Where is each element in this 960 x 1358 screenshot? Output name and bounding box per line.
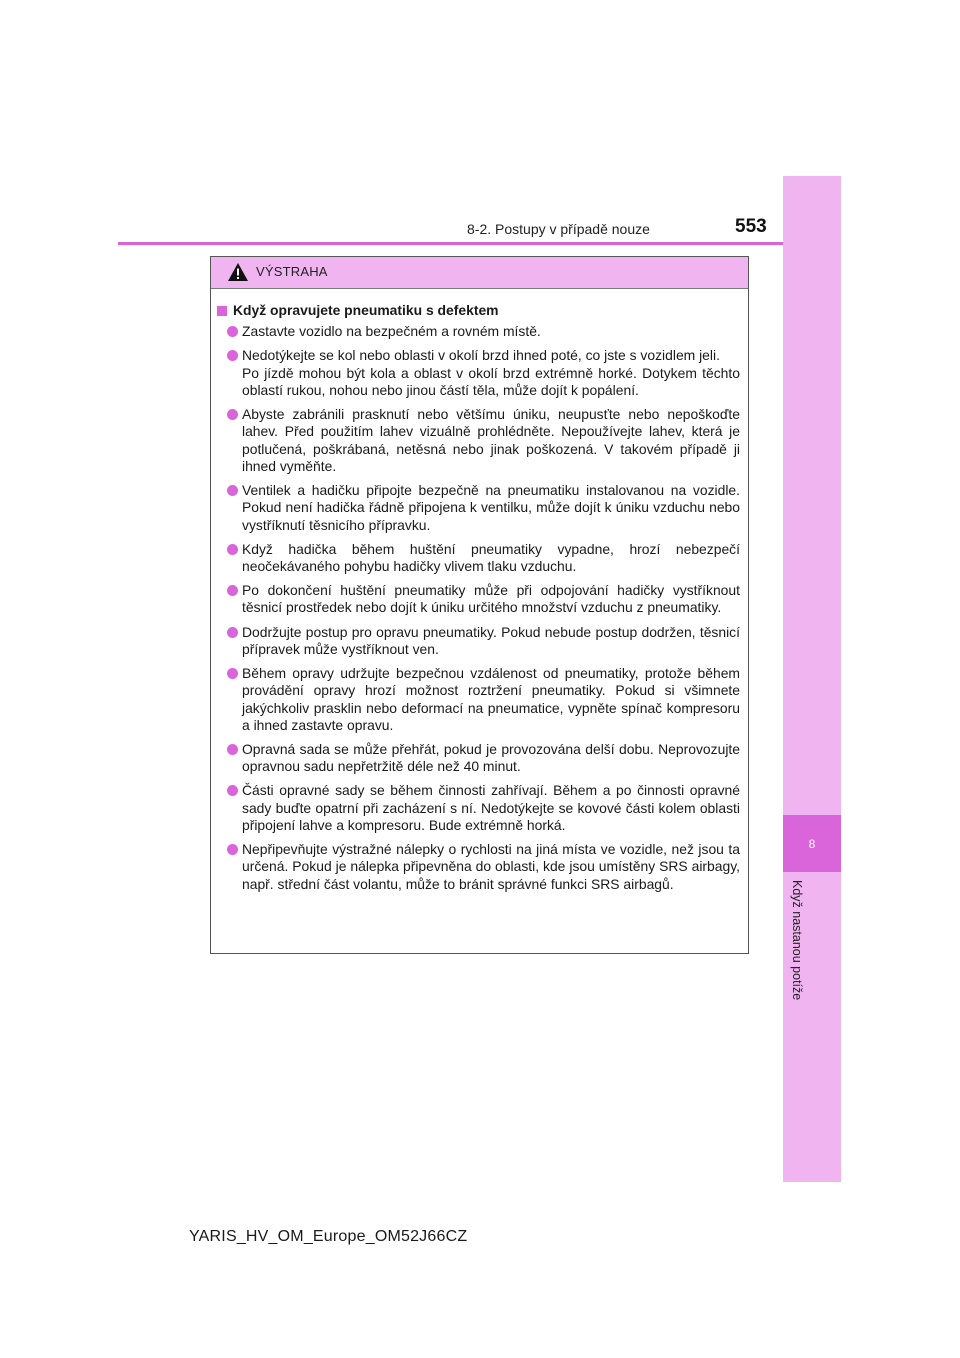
- warning-item: [217, 624, 740, 659]
- warning-item-text: Nedotýkejte se kol nebo oblasti v okolí brzd ihned poté, co jste s vozidlem jeli.: [242, 347, 720, 364]
- warning-item: [217, 541, 740, 576]
- warning-item: [217, 741, 740, 776]
- warning-item-text: Když hadička během huštění pneumatiky vypadne, hrozí nebezpečí neočekávaného pohybu hadičky vlivem tlaku vzduchu.: [242, 540, 740, 575]
- warning-header: [211, 257, 748, 289]
- warning-item-text: Abyste zabránili prasknutí nebo většímu úniku, neupusťte nebo nepoškoďte lahev. Před použitím lahev vizuálně prohlédněte. Nepoužívejte lahev, která je potlučená, poškrábaná, netěsná nebo jinak poškozená. V takovém případě ji ihned vyměňte.: [242, 406, 740, 474]
- chapter-number: 8: [808, 836, 816, 851]
- bullet-icon: [227, 627, 238, 638]
- bullet-icon: [227, 350, 238, 361]
- warning-item-text: Nepřipevňujte výstražné nálepky o rychlosti na jiná místa ve vozidle, než jsou ta určená. Pokud je nálepka připevněna do oblasti, kde jsou umístěny SRS airbagy, např. střední část volantu, může to bránit správné funkci SRS airbagů.: [242, 840, 740, 892]
- warning-item-text: Dodržujte postup pro opravu pneumatiky. Pokud nebude postup dodržen, těsnicí přípravek může vystříknout ven.: [242, 623, 740, 657]
- bullet-icon: [227, 585, 238, 596]
- footer-doc-code: YARIS_HV_OM_Europe_OM52J66CZ: [189, 1228, 468, 1245]
- chapter-number-tab: [783, 815, 841, 872]
- bullet-icon: [227, 326, 238, 337]
- bullet-icon: [227, 544, 238, 555]
- warning-item: [217, 482, 740, 534]
- warning-item-text: Zastavte vozidlo na bezpečném a rovném místě.: [242, 323, 541, 340]
- warning-item: [217, 665, 740, 734]
- warning-item-text: Části opravné sady se během činnosti zahřívají. Během a po činnosti opravné sady buďte opatrní při zacházení s ní. Nedotýkejte se kovové části kolem oblasti připojení lahve a kompresoru. Bude extrémně horká.: [242, 782, 740, 833]
- square-bullet-icon: [217, 306, 227, 316]
- bullet-icon: [227, 844, 238, 855]
- warning-item: [217, 582, 740, 617]
- warning-title: VÝSTRAHA: [256, 264, 328, 279]
- warning-item: [217, 782, 740, 834]
- warning-item-text: Během opravy udržujte bezpečnou vzdálenost od pneumatiky, protože během provádění opravy hrozí možnost roztržení pneumatiky. Pokud si všimnete jakýchkoliv prasklin nebo deformací na pneumatice, vypněte spínač kompresoru a ihned zastavte opravu.: [242, 664, 740, 733]
- warning-item: [217, 323, 740, 340]
- warning-section-title: Když opravujete pneumatiku s defektem: [233, 302, 499, 318]
- warning-item-text: Opravná sada se může přehřát, pokud je provozována delší dobu. Neprovozujte opravnou sadu nepřetržitě déle než 40 minut.: [242, 740, 740, 775]
- header-section-title: 8-2. Postupy v případě nouze: [467, 221, 650, 237]
- warning-item: [217, 347, 740, 399]
- header-rule: [118, 242, 783, 245]
- bullet-icon: [227, 485, 238, 496]
- bullet-icon: [227, 409, 238, 420]
- page-number: 553: [735, 216, 767, 237]
- warning-item-text-continued: Po jízdě mohou být kola a oblast v okolí brzd extrémně horké. Dotykem těchto oblastí rukou, nohou nebo jinou částí těla, může dojít k popálení.: [242, 364, 740, 398]
- chapter-title-vertical: Když nastanou potíže: [790, 880, 804, 1001]
- warning-item-text: Po dokončení huštění pneumatiky může při odpojování hadičky vystříknout těsnicí prostředek nebo dojít k úniku určitého množství vzduchu z pneumatiky.: [242, 582, 740, 616]
- warning-item-text: Ventilek a hadičku připojte bezpečně na pneumatiku instalovanou na vozidle. Pokud není hadička řádně připojena k ventilku, může dojít k úniku vzduchu nebo vystříknutí těsnicího přípravku.: [242, 482, 740, 533]
- warning-item: [217, 841, 740, 893]
- warning-triangle-icon: [227, 262, 249, 282]
- warning-body: [211, 289, 748, 893]
- bullet-icon: [227, 668, 238, 679]
- bullet-icon: [227, 744, 238, 755]
- warning-box: [210, 256, 749, 954]
- bullet-icon: [227, 785, 238, 796]
- warning-section-heading: [217, 302, 740, 319]
- warning-item: [217, 406, 740, 475]
